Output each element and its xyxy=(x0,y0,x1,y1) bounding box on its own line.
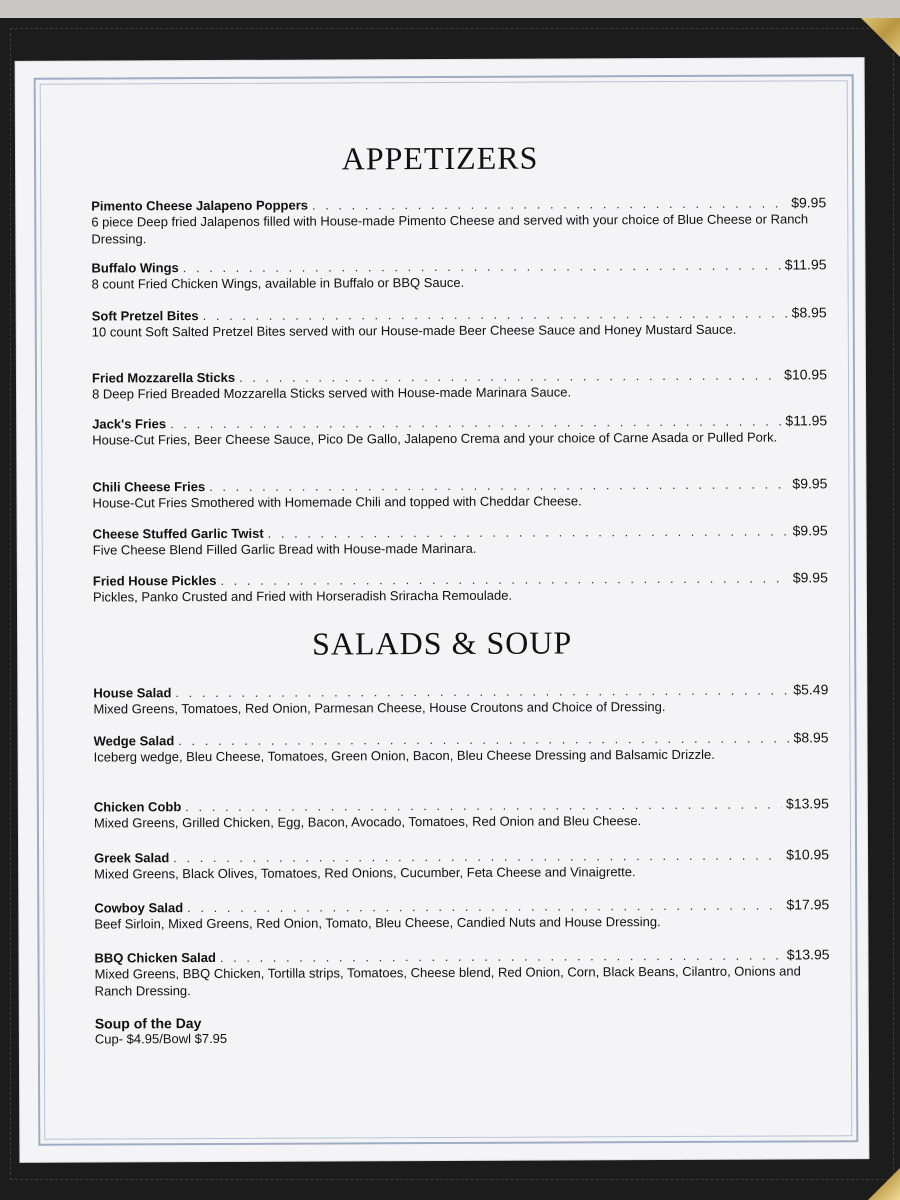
item-description: Iceberg wedge, Bleu Cheese, Tomatoes, Green Onion, Bacon, Bleu Cheese Dressing and Balsamic Drizzle. xyxy=(93,746,715,765)
soup-item xyxy=(95,1012,830,1046)
item-price: $13.95 xyxy=(786,946,830,963)
item-price: $17.95 xyxy=(786,896,830,913)
item-name: Pimento Cheese Jalapeno Poppers xyxy=(91,197,308,214)
menu-item xyxy=(93,522,828,572)
menu-binder xyxy=(0,18,900,1200)
item-price: $13.95 xyxy=(785,795,829,812)
item-price: $10.95 xyxy=(784,366,828,383)
item-price: $9.95 xyxy=(792,522,828,539)
dot-leader xyxy=(183,258,781,276)
item-name: Buffalo Wings xyxy=(91,260,179,276)
menu-page xyxy=(16,58,869,1162)
menu-item xyxy=(94,846,829,899)
item-description: 10 count Soft Salted Pretzel Bites served with our House-made Beer Cheese Sauce and Honey Mustard Sauce. xyxy=(91,321,737,340)
item-description: House-Cut Fries, Beer Cheese Sauce, Pico De Gallo, Jalapeno Crema and your choice of Carne Asada or Pulled Pork. xyxy=(92,429,778,448)
dot-leader xyxy=(268,523,789,540)
item-description: Mixed Greens, Tomatoes, Red Onion, Parmesan Cheese, House Croutons and Choice of Dressing. xyxy=(93,699,666,717)
item-description: Beef Sirloin, Mixed Greens, Red Onion, Tomato, Bleu Cheese, Candied Nuts and House Dressing. xyxy=(94,914,661,932)
menu-item xyxy=(92,366,827,415)
menu-item xyxy=(93,569,828,618)
dot-leader xyxy=(220,570,788,587)
menu-item xyxy=(92,304,827,369)
item-name: Soup of the Day xyxy=(94,1015,202,1032)
item-name: BBQ Chicken Salad xyxy=(94,949,216,966)
item-name: Soft Pretzel Bites xyxy=(91,308,199,324)
item-name: Cheese Stuffed Garlic Twist xyxy=(92,525,264,542)
menu-item xyxy=(91,256,826,307)
dot-leader xyxy=(239,368,780,385)
menu-item xyxy=(92,475,827,525)
salads-heading: SALADS & SOUP xyxy=(311,624,573,662)
item-name: Cowboy Salad xyxy=(94,900,184,916)
salads-list xyxy=(93,681,830,1046)
menu-item xyxy=(94,795,829,849)
item-price: $11.95 xyxy=(785,412,828,429)
item-name: Fried House Pickles xyxy=(92,572,217,589)
menu-item xyxy=(91,194,826,259)
item-name: Chicken Cobb xyxy=(93,799,182,815)
item-price: $9.95 xyxy=(791,194,827,211)
item-description: House-Cut Fries Smothered with Homemade Chili and topped with Cheddar Cheese. xyxy=(92,493,582,511)
dot-leader xyxy=(209,476,788,494)
item-description: 8 count Fried Chicken Wings, available in Buffalo or BBQ Sauce. xyxy=(91,274,465,292)
appetizers-heading: APPETIZERS xyxy=(341,139,539,177)
menu-item xyxy=(94,729,829,798)
item-description: Pickles, Panko Crusted and Fried with Horseradish Sriracha Remoulade. xyxy=(92,587,513,605)
item-price: $9.95 xyxy=(792,569,828,586)
menu-item xyxy=(92,412,827,478)
menu-item xyxy=(94,946,829,1015)
dot-leader xyxy=(187,898,782,916)
item-description: Mixed Greens, Black Olives, Tomatoes, Red Onions, Cucumber, Feta Cheese and Vinaigrette. xyxy=(94,864,636,882)
item-price: $8.95 xyxy=(793,729,829,746)
item-price: $8.95 xyxy=(791,304,827,321)
item-price: $5.49 xyxy=(793,681,829,698)
item-name: Wedge Salad xyxy=(93,733,175,749)
item-price: $11.95 xyxy=(784,256,827,273)
item-name: House Salad xyxy=(93,685,172,701)
item-name: Greek Salad xyxy=(94,850,170,866)
dot-leader xyxy=(173,848,782,866)
menu-item xyxy=(93,681,828,732)
menu-item xyxy=(94,896,829,949)
item-name: Jack's Fries xyxy=(92,416,167,432)
item-description: 6 piece Deep fried Jalapenos filled with House-made Pimento Cheese and served with your choice of Blue Cheese or Ranch Dressing. xyxy=(91,211,809,247)
item-price: $10.95 xyxy=(786,846,830,863)
dot-leader xyxy=(185,797,782,815)
item-name: Fried Mozzarella Sticks xyxy=(91,369,236,386)
item-price: $9.95 xyxy=(792,475,828,492)
item-description: Mixed Greens, BBQ Chicken, Tortilla strips, Tomatoes, Cheese blend, Red Onion, Corn, Black Beans, Cilantro, Onions and Ranch Dressing. xyxy=(94,963,801,999)
item-description: Mixed Greens, Grilled Chicken, Egg, Bacon, Avocado, Tomatoes, Red Onion and Bleu Cheese. xyxy=(93,813,642,831)
dot-leader xyxy=(175,682,789,700)
item-price: Cup- $4.95/Bowl $7.95 xyxy=(94,1030,228,1047)
item-name: Chili Cheese Fries xyxy=(92,479,206,495)
item-description: Five Cheese Blend Filled Garlic Bread with House-made Marinara. xyxy=(92,540,477,558)
item-description: 8 Deep Fried Breaded Mozzarella Sticks served with House-made Marinara Sauce. xyxy=(92,384,572,402)
appetizers-list xyxy=(91,194,828,618)
